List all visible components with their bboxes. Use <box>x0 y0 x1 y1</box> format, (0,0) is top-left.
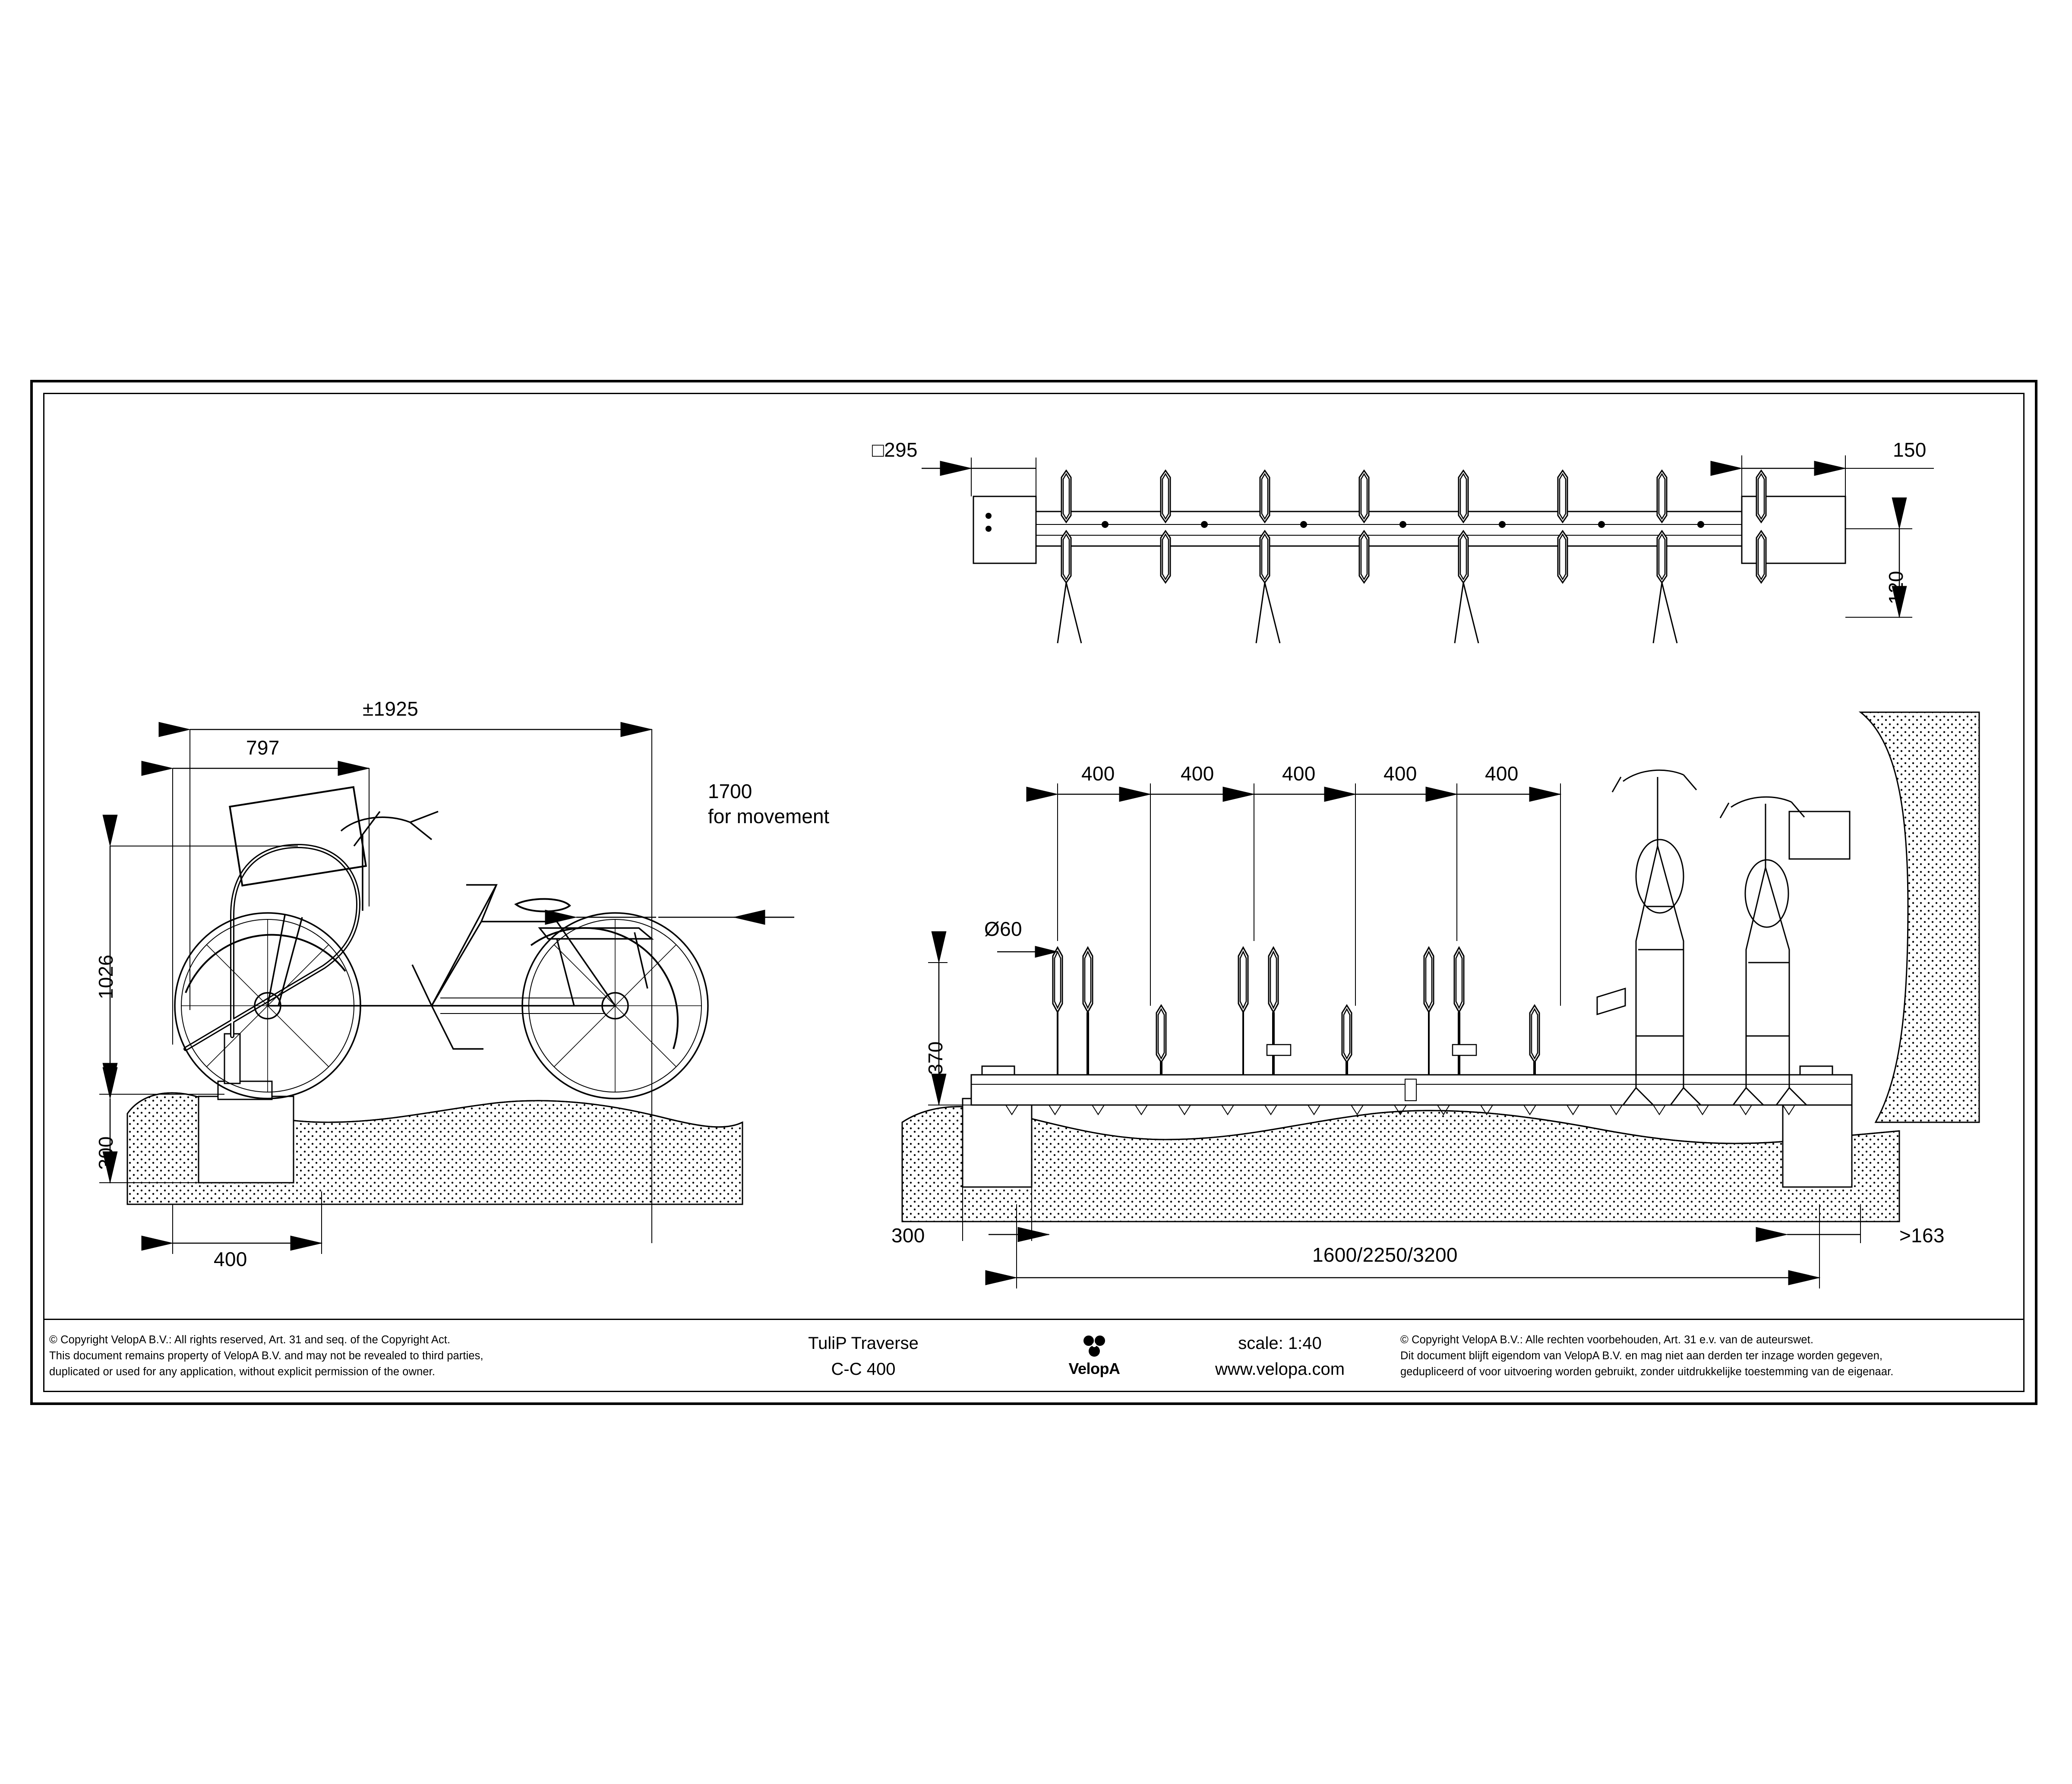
scale-label: scale: 1:40 <box>1238 1333 1322 1353</box>
dim-foundation-depth-front-label: 300 <box>891 1224 925 1247</box>
dim-front-length-label: 797 <box>246 736 280 759</box>
dim-clearance-label: >163 <box>1899 1224 1945 1247</box>
drawing-frame-inner <box>43 393 2025 1392</box>
dim-spacing-2: 400 <box>1181 762 1214 785</box>
title-block <box>43 1319 2025 1392</box>
scale-block <box>1166 1320 1394 1392</box>
dim-spacing-1: 400 <box>1081 762 1115 785</box>
copyright-nl-line3: gedupliceerd of voor uitvoering worden gebruikt, zonder uitdrukkelijke toestemming van de eigenaar. <box>1400 1365 1894 1378</box>
dim-end-width-label: 150 <box>1893 439 1927 461</box>
copyright-nl-line2: Dit document blijft eigendom van VelopA B.V. en mag niet aan derden ter inzage worden gegeven, <box>1400 1350 1883 1362</box>
dim-spacing-3: 400 <box>1282 762 1316 785</box>
dim-offset-label: 120 <box>1885 571 1907 604</box>
copyright-english <box>43 1320 704 1392</box>
website-link[interactable]: www.velopa.com <box>1215 1359 1345 1379</box>
dim-spacing-4: 400 <box>1383 762 1417 785</box>
dim-post-square-label: □295 <box>872 439 918 461</box>
dim-height-label: 1026 <box>95 954 117 999</box>
product-title: TuliP Traverse <box>808 1333 919 1353</box>
copyright-nl-line1: © Copyright VelopA B.V.: Alle rechten voorbehouden, Art. 31 e.v. van de auteurswet. <box>1400 1334 1814 1346</box>
dim-tube-diameter-label: Ø60 <box>984 918 1022 940</box>
note-movement-line1: 1700 <box>708 780 752 802</box>
dim-spacing-5: 400 <box>1485 762 1519 785</box>
copyright-en-line2: This document remains property of VelopA B.V. and may not be revealed to third parties, <box>49 1350 483 1362</box>
dim-rack-height-label: 370 <box>924 1041 947 1075</box>
copyright-dutch <box>1394 1320 2025 1392</box>
copyright-en-line1: © Copyright VelopA B.V.: All rights reserved, Art. 31 and seq. of the Copyright Act. <box>49 1334 451 1346</box>
product-name-block <box>704 1320 1023 1392</box>
dim-foundation-depth-side-label: 300 <box>95 1136 117 1170</box>
velopa-flower-icon <box>1076 1335 1113 1359</box>
dim-total-length-label: ±1925 <box>363 698 419 720</box>
dim-base-width-label: 400 <box>214 1248 247 1270</box>
product-subtitle: C-C 400 <box>831 1359 896 1379</box>
velopa-logo <box>1023 1320 1166 1392</box>
dim-total-widths-label: 1600/2250/3200 <box>1312 1244 1458 1266</box>
copyright-en-line3: duplicated or used for any application, without explicit permission of the owner. <box>49 1365 436 1378</box>
velopa-wordmark: VelopA <box>1068 1359 1120 1377</box>
note-movement <box>708 779 829 829</box>
note-movement-line2: for movement <box>708 805 830 827</box>
